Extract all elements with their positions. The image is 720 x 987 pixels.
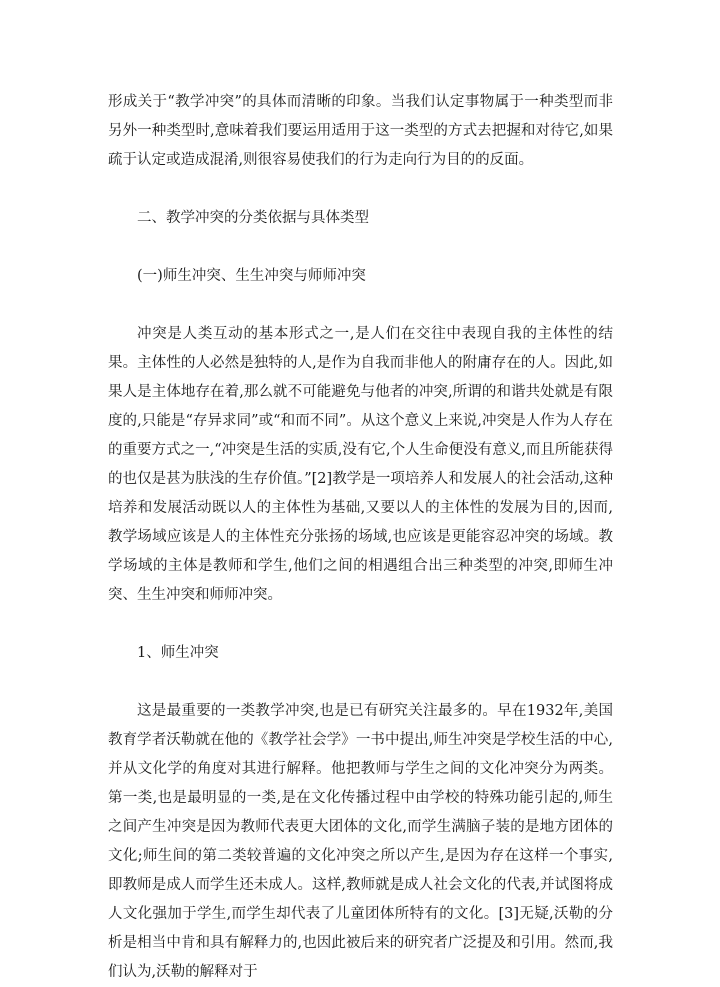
document-page: [108, 88, 613, 987]
teacher-student-heading: 1、师生冲突: [137, 645, 219, 661]
spacer: [108, 233, 613, 262]
spacer: [108, 175, 613, 204]
spacer: [108, 291, 613, 320]
intro-paragraph: 形成关于“教学冲突”的具体而清晰的印象。当我们认定事物属于一种类型而非另外一种类型时,意味着我们要运用适用于这一类型的方式去把握和对待它,如果疏于认定或造成混淆,则很容易使我们的行为走向行为目的的反面。: [108, 94, 613, 168]
spacer: [108, 610, 613, 639]
conflict-paragraph: 冲突是人类互动的基本形式之一,是人们在交往中表现自我的主体性的结果。主体性的人必然是独特的人,是作为自我而非他人的附庸存在的人。因此,如果人是主体地存在着,那么就不可能避免与他者的冲突,所谓的和谐共处就是有限度的,只能是“存异求同”或“和而不同”。从这个意义上来说,冲突是人作为人存在的重要方式之一,“冲突是生活的实质,没有它,个人生命便没有意义,而且所能获得的也仅是甚为肤浅的生存价值。”[2]教学是一项培养人和发展人的社会活动,这种培养和发展活动既以人的主体性为基础,又要以人的主体性的发展为目的,因而,教学场域应该是人的主体性充分张扬的场域,也应该是更能容忍冲突的场域。教学场域的主体是教师和学生,他们之间的相遇组合出三种类型的冲突,即师生冲突、生生冲突和师师冲突。: [108, 326, 613, 603]
teacher-student-paragraph: 这是最重要的一类教学冲突,也是已有研究关注最多的。早在1932年,美国教育学者沃勒就在他的《教学社会学》一书中提出,师生冲突是学校生活的中心,并从文化学的角度对其进行解释。他把教师与学生之间的文化冲突分为两类。第一类,也是最明显的一类,是在文化传播过程中由学校的特殊功能引起的,师生之间产生冲突是因为教师代表更大团体的文化,而学生满脑子装的是地方团体的文化;师生间的第二类较普遍的文化冲突之所以产生,是因为存在这样一个事实,即教师是成人而学生还未成人。这样,教师就是成人社会文化的代表,并试图将成人文化强加于学生,而学生却代表了儿童团体所特有的文化。[3]无疑,沃勒的分析是相当中肯和具有解释力的,也因此被后来的研究者广泛提及和引用。然而,我们认为,沃勒的解释对于: [108, 703, 613, 980]
subsection-heading: (一)师生冲突、生生冲突与师师冲突: [137, 268, 366, 284]
spacer: [108, 668, 613, 697]
section-heading-2: 二、教学冲突的分类依据与具体类型: [137, 210, 369, 226]
